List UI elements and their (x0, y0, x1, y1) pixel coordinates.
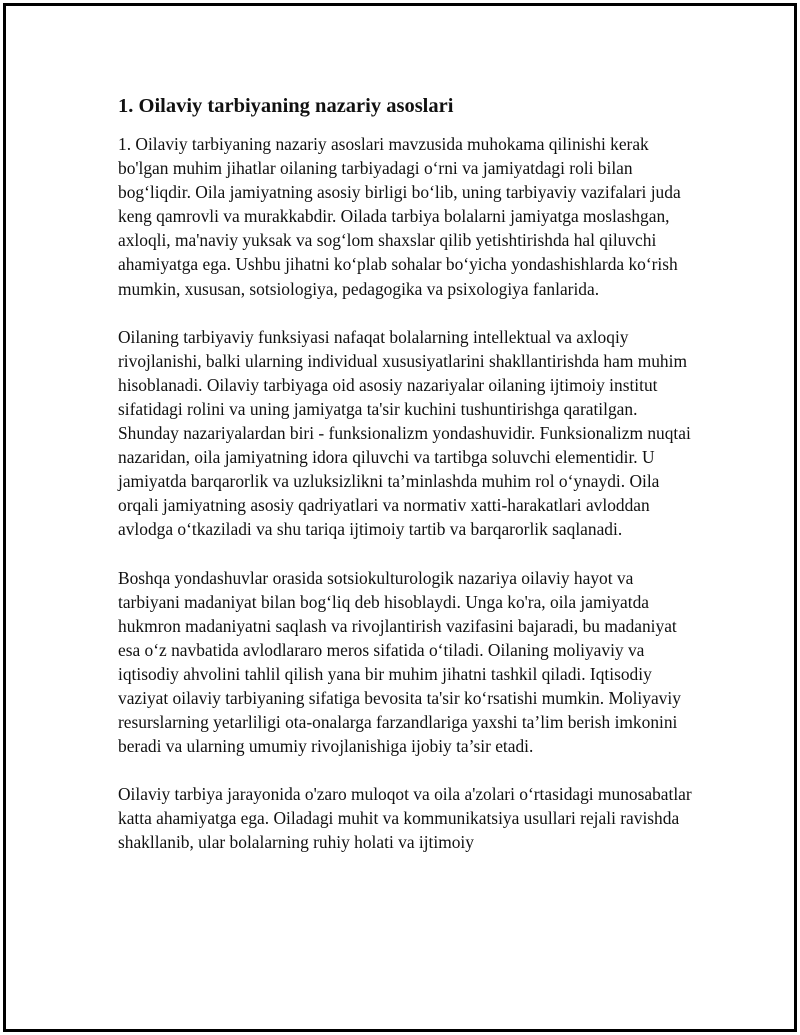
paragraph-2: Oilaning tarbiyaviy funksiyasi nafaqat bolalarning intellektual va axloqiy rivojlanishi, balki ularning individual xususiyatlarini shakllantirishda ham muhim hisoblanadi. Oilaviy tarbiyaga oid asosiy nazariyalar oilaning ijtimoiy institut sifatidagi rolini va uning jamiyatga ta'sir kuchini tushuntirishga qaratilgan. Shunday nazariyalardan biri - funksionalizm yondashuvidir. Funksionalizm nuqtai nazaridan, oila jamiyatning idora qiluvchi va tartibga soluvchi elementidir. U jamiyatda barqarorlik va uzluksizlikni ta’minlashda muhim rol o‘ynaydi. Oila orqali jamiyatning asosiy qadriyatlari va normativ xatti-harakatlari avloddan avlodga o‘tkaziladi va shu tariqa ijtimoiy tartib va barqarorlik saqlanadi. (118, 326, 691, 540)
paragraph-3: Boshqa yondashuvlar orasida sotsiokulturologik nazariya oilaviy hayot va tarbiyani madaniyat bilan bog‘liq deb hisoblaydi. Unga ko'ra, oila jamiyatda hukmron madaniyatni saqlash va rivojlantirish vazifasini bajaradi, bu madaniyat esa o‘z navbatida avlodlararo meros sifatida o‘tiladi. Oilaning moliyaviy va iqtisodiy ahvolini tahlil qilish yana bir muhim jihatni tashkil qiladi. Iqtisodiy vaziyat oilaviy tarbiyaning sifatiga bevosita ta'sir ko‘rsatishi mumkin. Moliyaviy resurslarning yetarliligi ota-onalarga farzandlariga yaxshi ta’lim berish imkonini beradi va ularning umumiy rivojlanishiga ijobiy ta’sir etadi. (118, 567, 681, 757)
section-heading: 1. Oilaviy tarbiyaning nazariy asoslari (118, 95, 454, 117)
paragraph-1: 1. Oilaviy tarbiyaning nazariy asoslari mavzusida muhokama qilinishi kerak bo'lgan muhim jihatlar oilaning tarbiyadagi o‘rni va jamiyatdagi roli bilan bog‘liqdir. Oila jamiyatning asosiy birligi bo‘lib, uning tarbiyaviy vazifalari juda keng qamrovli va murakkabdir. Oilada tarbiya bolalarni jamiyatga moslashgan, axloqli, ma'naviy yuksak va sog‘lom shaxslar qilib yetishtirishda hal qiluvchi ahamiyatga ega. Ushbu jihatni ko‘plab sohalar bo‘yicha yondashishlarda ko‘rish mumkin, xususan, sotsiologiya, pedagogika va psixologiya fanlarida. (118, 134, 681, 299)
document-body (118, 93, 693, 879)
paragraph-4: Oilaviy tarbiya jarayonida o'zaro muloqot va oila a'zolari o‘rtasidagi munosabatlar katta ahamiyatga ega. Oiladagi muhit va kommunikatsiya usullari rejali ravishda shakllanib, ular bolalarning ruhiy holati va ijtimoiy (118, 784, 692, 853)
